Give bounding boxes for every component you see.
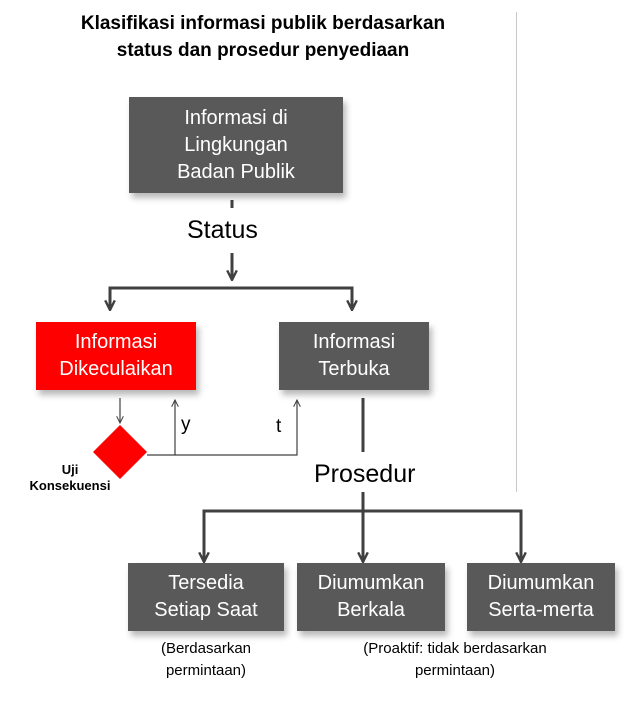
note-on-request-line-1: (Berdasarkan <box>160 640 252 657</box>
node-periodic-line-1: Diumumkan <box>317 572 425 594</box>
consequence-test-label <box>20 462 120 494</box>
no-label: t <box>276 416 282 437</box>
node-available-line-2: Setiap Saat <box>154 599 258 621</box>
status-label: Status <box>187 216 258 244</box>
node-periodic <box>297 563 445 631</box>
note-proactive <box>335 638 575 682</box>
node-available-line-1: Tersedia <box>168 572 244 594</box>
node-root-line-1: Informasi di <box>184 106 288 129</box>
consequence-test-line-1: Uji <box>61 462 79 477</box>
node-excluded <box>36 322 196 390</box>
node-open-line-1: Informasi <box>312 331 396 353</box>
node-open-line-2: Terbuka <box>318 358 390 380</box>
node-immediate-line-1: Diumumkan <box>487 572 595 594</box>
node-excluded-line-2: Dikeculaikan <box>59 358 173 380</box>
title-line-1: Klasifikasi informasi publik berdasarkan <box>80 13 446 34</box>
note-proactive-line-1: (Proaktif: tidak berdasarkan <box>363 640 547 657</box>
procedure-label: Prosedur <box>314 460 416 488</box>
node-open <box>279 322 429 390</box>
node-root-line-3: Badan Publik <box>177 160 295 183</box>
yes-label: y <box>181 414 191 435</box>
title-line-2: status dan prosedur penyediaan <box>116 40 410 61</box>
node-available-any-time <box>128 563 284 631</box>
note-on-request <box>136 638 276 682</box>
note-proactive-line-2: permintaan) <box>414 662 496 679</box>
node-root <box>129 97 343 193</box>
node-immediate-line-2: Serta-merta <box>488 599 594 621</box>
node-immediate <box>467 563 615 631</box>
consequence-test-connectors <box>120 398 297 455</box>
node-periodic-line-2: Berkala <box>337 599 405 621</box>
node-root-line-2: Lingkungan <box>184 133 288 156</box>
node-excluded-line-1: Informasi <box>74 331 158 353</box>
note-on-request-line-2: permintaan) <box>165 662 247 679</box>
consequence-test-line-2: Konsekuensi <box>29 478 111 493</box>
